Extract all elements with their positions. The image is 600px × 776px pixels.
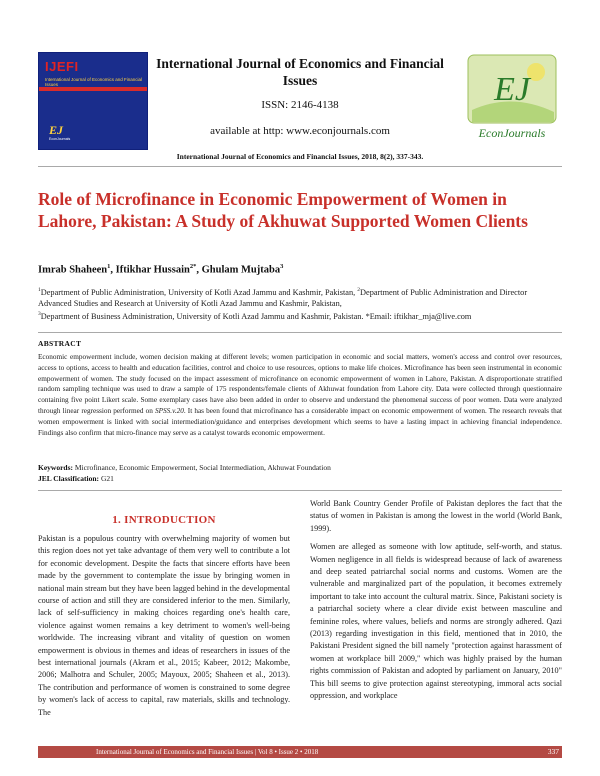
section-heading-introduction: 1. INTRODUCTION bbox=[112, 514, 216, 526]
econjournals-logo bbox=[464, 52, 560, 146]
jel-text: G21 bbox=[100, 473, 114, 483]
affiliation-text: Department of Public Administration, University of Kotli Azad Jammu and Kashmir, Pakistan, bbox=[40, 287, 358, 297]
author-sup: 2* bbox=[189, 263, 197, 270]
author-name: Imrab Shaheen bbox=[38, 264, 108, 276]
page-number: 337 bbox=[547, 747, 559, 756]
cover-brand-sub: EconJournals bbox=[49, 137, 71, 141]
keywords-label: Keywords: bbox=[38, 463, 73, 472]
cover-title: IJEFI bbox=[45, 59, 79, 74]
affiliation-sup: 1 bbox=[38, 287, 41, 293]
cover-subtitle: International Journal of Economics and Financial Issues bbox=[45, 77, 143, 87]
jel-label: JEL Classification: bbox=[38, 473, 100, 483]
abstract-heading: ABSTRACT bbox=[38, 339, 82, 348]
journal-available-at[interactable]: available at http: www.econjournals.com bbox=[210, 125, 390, 137]
journal-citation: International Journal of Economics and Financial Issues, 2018, 8(2), 337-343. bbox=[176, 152, 424, 161]
body-column-right bbox=[310, 498, 562, 703]
abstract-text-part: . It has been found that microfinance has a considerable impact on economic empowerment of women. The research reveals that women empowerment is linked with social intermediation/guidance and enterprises development which seems to have a lasting impact in achieving financial independence. Findings also confirm that micro-finance may serve as a catalyst towards economic empowerment. bbox=[38, 406, 563, 437]
logo-text: EconJournals bbox=[478, 126, 546, 140]
header-divider bbox=[38, 166, 562, 167]
paragraph: Pakistan is a populous country with overwhelming majority of women but this region does not yet take advantage of them very well to contribute a lot for economic development. Despite the facts that sincere efforts have been made by the government to contemplate the issue by bringing women in national main stream but they have been lagged behind in the developmental course of action and still they are considered inferior to the men. Similarly, lack of self-sufficiency in making choices regarding one's health care, violence against women remains a key detriment to women's well-being worldwide. The increasing vibrant and vitality of question on women empowerment is obvious in themes and ideas of researchers in issues of the best international journals (Akram et al., 2015; Kabeer, 2012; Makombe, 2006; Malhotra and Schuler, 2005; Mayoux, 2005; Shaheen et al., 2013). The contribution and performance of women is constrained to some degree by women's lack of access to capital, raw materials, skills and technology. The bbox=[38, 534, 290, 717]
keywords-block bbox=[38, 463, 562, 484]
author-name: Ghulam Mujtaba bbox=[201, 264, 281, 276]
journal-issn: ISSN: 2146-4138 bbox=[261, 99, 339, 111]
abstract-text bbox=[38, 352, 562, 438]
keywords-text: Microfinance, Economic Empowerment, Social Intermediation, Akhuwat Foundation bbox=[74, 463, 331, 472]
abstract-text-part: Economic empowerment include, women decision making at different levels; women participation in economic and social matters, women's access and control over resources, access to options, access to health and education facilities, control and choice to use resources, options to make life choices. Microfinance has been seen instrumental in economic empowerment of women. The study focused on the impact assessment of microfinance on economic empowerment of women in Lahore, Pakistan. A disproportionate stratified random sampling technique was used to draw a sample of 175 respondents/female clients of Akhuwat foundation from Lahore city. Data were collected through questionnaire containing five point Likert scale. Some exemplary cases have also been added in order to observe and understand the phenomenal success of poor women. Data were analyzed through linear regression performed on bbox=[38, 353, 562, 415]
author-sup: 1 bbox=[107, 263, 111, 270]
journal-title: International Journal of Economics and Financial Issues bbox=[156, 56, 444, 88]
abstract-software: SPSS.v.20 bbox=[154, 406, 184, 415]
paper-title: Role of Microfinance in Economic Empowerment of Women in Lahore, Pakistan: A Study of Akhuwat Supported Women Clients bbox=[38, 189, 528, 231]
affiliations bbox=[38, 285, 562, 322]
affiliation-sup: 3 bbox=[38, 310, 41, 317]
footer-journal-info: International Journal of Economics and Financial Issues | Vol 8 • Issue 2 • 2018 bbox=[96, 748, 319, 756]
affiliation-text: Department of Business Administration, University of Kotli Azad Jammu and Kashmir, Pakistan. *Email: iftikhar_mja@live.com bbox=[40, 311, 472, 321]
author-list: Imrab Shaheen$^1$, Iftikhar Hussain$^{2*}$, Ghulam Mujtaba$^3$ bbox=[38, 263, 284, 276]
body-column-left bbox=[38, 533, 290, 719]
cover-brand: EJ bbox=[49, 123, 64, 137]
cover-band bbox=[39, 87, 148, 91]
affiliation-text: Department of Public Administration and Director Advanced Studies and Research at University of Kotli Azad Jammu and Kashmir, Pakistan, bbox=[38, 287, 528, 308]
logo-mark: EJ bbox=[494, 71, 530, 108]
paragraph: Women are alleged as someone with low aptitude, self-worth, and status. Women negligence in all fields is widespread because of lack of awareness and deep seated patriarchal social norms and customs. Women are the vulnerable and marginalized part of the population, it becomes extremely important to take into account the cultural matrix. Since, Pakistani society is a patriarchal society where a clear divide exist between masculine and feminine roles, where values, beliefs and norms are strongly adhered. Qazi (2013) regarding investigation in this field, mentioned that in 2010, the Pakistani President signed the bill namely "protection against harassment of women at workplace bill 2009," which was highly praised by the human rights commission of Pakistan and adopted by parliament on January, 2010" This bill seems to give protection against stereotyping, immoral acts social oppression, and workplace bbox=[310, 542, 562, 701]
paragraph: World Bank Country Gender Profile of Pakistan deplores the fact that the status of women in Pakistan is among the lowest in the world (World Bank, 1999). bbox=[310, 499, 562, 533]
abstract-divider bbox=[38, 332, 562, 333]
ej-logo-icon bbox=[464, 52, 560, 126]
affiliation-sup: 2 bbox=[357, 287, 361, 293]
author-name: Iftikhar Hussain bbox=[115, 264, 190, 276]
body-divider bbox=[38, 490, 562, 491]
author-sup: 3 bbox=[280, 263, 284, 270]
journal-cover-image bbox=[38, 52, 148, 150]
